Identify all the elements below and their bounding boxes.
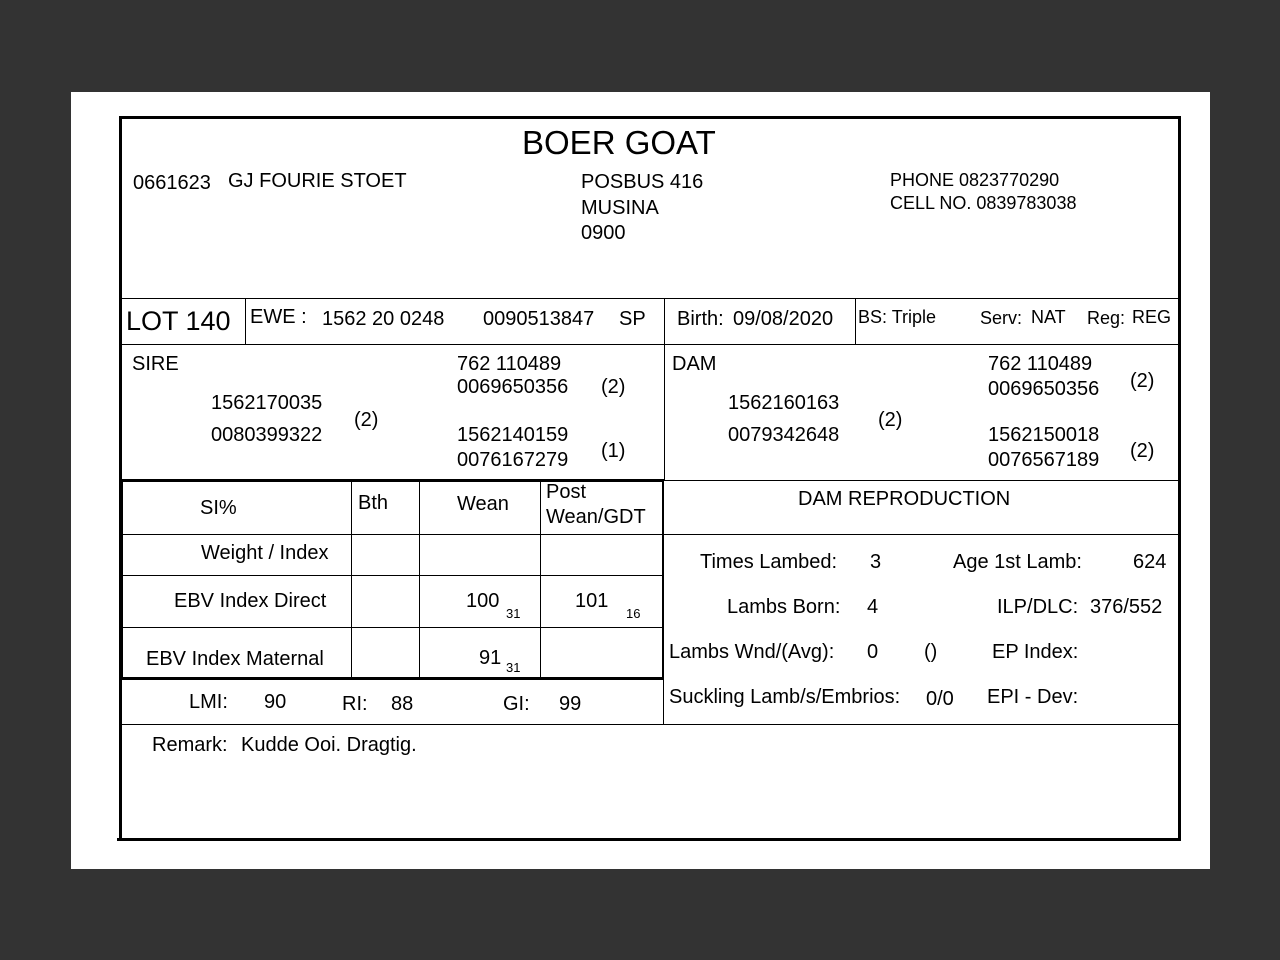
sire-grade: (2) [354,409,379,431]
epi-dev-label: EPI - Dev: [987,686,1079,708]
rule-lot-bottom [121,344,1179,345]
dam-label: DAM [672,353,717,375]
birth-label: Birth: [677,308,724,330]
serv-label: Serv: [980,308,1023,328]
gi-label: GI: [503,693,530,715]
address-line-2: MUSINA [581,197,659,219]
sire-dam-grade: (1) [601,440,626,462]
frame-top [119,116,1181,119]
sire-id: 1562170035 [211,392,323,414]
repro-title: DAM REPRODUCTION [798,488,1011,510]
wean-header: Wean [457,493,509,515]
rule-ebv-row3 [121,627,664,628]
lmi-label: LMI: [189,691,228,713]
dam-grade: (2) [878,409,903,431]
si-header: SI% [200,497,237,519]
suckling-value: 0/0 [926,688,954,710]
post-wean-header-2: Wean/GDT [546,506,646,528]
lambs-weaned-value: 0 [867,641,879,663]
lambs-born-value: 4 [867,596,879,618]
remark-label: Remark: [152,734,228,756]
dam-dam-reg: 0076567189 [988,449,1100,471]
frame-right [1178,116,1181,841]
sire-sire-id: 762 110489 [457,353,562,375]
ebv-direct-post-acc: 16 [626,606,641,621]
lmi-value: 90 [264,691,287,713]
remark-text: Kudde Ooi. Dragtig. [241,734,417,756]
dam-dam-id: 1562150018 [988,424,1100,446]
ri-label: RI: [342,693,368,715]
birth-date: 09/08/2020 [733,308,834,330]
gi-value: 99 [559,693,582,715]
sire-reg: 0080399322 [211,424,323,446]
dam-sire-grade: (2) [1130,370,1155,392]
lambs-weaned-avg: () [924,641,938,663]
breeder-code: 0661623 [133,172,211,194]
ewe-reg: 0090513847 [483,308,595,330]
serv-value: NAT [1031,307,1066,327]
dam-dam-grade: (2) [1130,440,1155,462]
reg-label: Reg: [1087,308,1126,328]
sire-sire-grade: (2) [601,376,626,398]
dam-sire-id: 762 110489 [988,353,1093,375]
reg-value: REG [1132,307,1172,327]
ri-value: 88 [391,693,414,715]
sire-sire-reg: 0069650356 [457,376,569,398]
cell: CELL NO. 0839783038 [890,193,1077,213]
age-first-lamb-value: 624 [1133,551,1167,573]
rule-indices-bottom [121,724,1179,725]
ebv-direct-post: 101 [575,590,609,612]
times-lambed-label: Times Lambed: [700,551,838,573]
phone: PHONE 0823770290 [890,170,1060,190]
rule-lot-div3 [855,298,856,344]
weight-index-label: Weight / Index [201,542,329,564]
rule-ebv-col1 [351,482,352,678]
dam-id: 1562160163 [728,392,840,414]
ilp-dlc-value: 376/552 [1090,596,1163,618]
rule-ebv-col3 [540,482,541,678]
rule-lot-div1 [245,298,246,344]
rule-pedigree-mid [664,344,665,480]
lambs-born-label: Lambs Born: [727,596,841,618]
ebv-maternal-wean-acc: 31 [506,660,521,675]
ilp-dlc-label: ILP/DLC: [997,596,1079,618]
ewe-label: EWE : [250,306,307,328]
rule-repro-left [663,480,664,725]
rule-ebv-left [121,480,123,680]
frame-bottom [117,838,1181,841]
rule-repro-title [664,534,1179,535]
lot-number: LOT 140 [126,306,231,336]
post-wean-header-1: Post [546,481,587,503]
breeder-name: GJ FOURIE STOET [228,170,407,192]
address-line-1: POSBUS 416 [581,171,704,193]
ewe-id: 1562 20 0248 [322,308,445,330]
sire-dam-id: 1562140159 [457,424,569,446]
dam-reg: 0079342648 [728,424,840,446]
card-title: BOER GOAT [522,124,716,161]
ebv-maternal-wean: 91 [479,647,502,669]
rule-lot-div2 [664,298,665,344]
rule-ebv-row1 [121,534,664,535]
birth-status: BS: Triple [858,307,937,327]
bth-header: Bth [358,492,389,514]
sire-label: SIRE [132,353,179,375]
ebv-direct-label: EBV Index Direct [174,590,327,612]
rule-pedigree-bottom-right [664,480,1179,481]
ebv-direct-wean-acc: 31 [506,606,521,621]
ebv-direct-wean: 100 [466,590,500,612]
rule-ebv-row2 [121,575,664,576]
rule-ebv-bottom [121,677,664,680]
ep-index-label: EP Index: [992,641,1079,663]
age-first-lamb-label: Age 1st Lamb: [953,551,1082,573]
suckling-label: Suckling Lamb/s/Embrios: [669,686,901,708]
ewe-sp: SP [619,308,646,330]
ebv-maternal-label: EBV Index Maternal [146,648,324,670]
rule-ebv-col2 [419,482,420,678]
sire-dam-reg: 0076167279 [457,449,569,471]
lambs-weaned-label: Lambs Wnd/(Avg): [669,641,835,663]
times-lambed-value: 3 [870,551,882,573]
lot-card [71,92,1210,869]
address-line-3: 0900 [581,222,626,244]
dam-sire-reg: 0069650356 [988,378,1100,400]
rule-lot-top [121,298,1179,299]
